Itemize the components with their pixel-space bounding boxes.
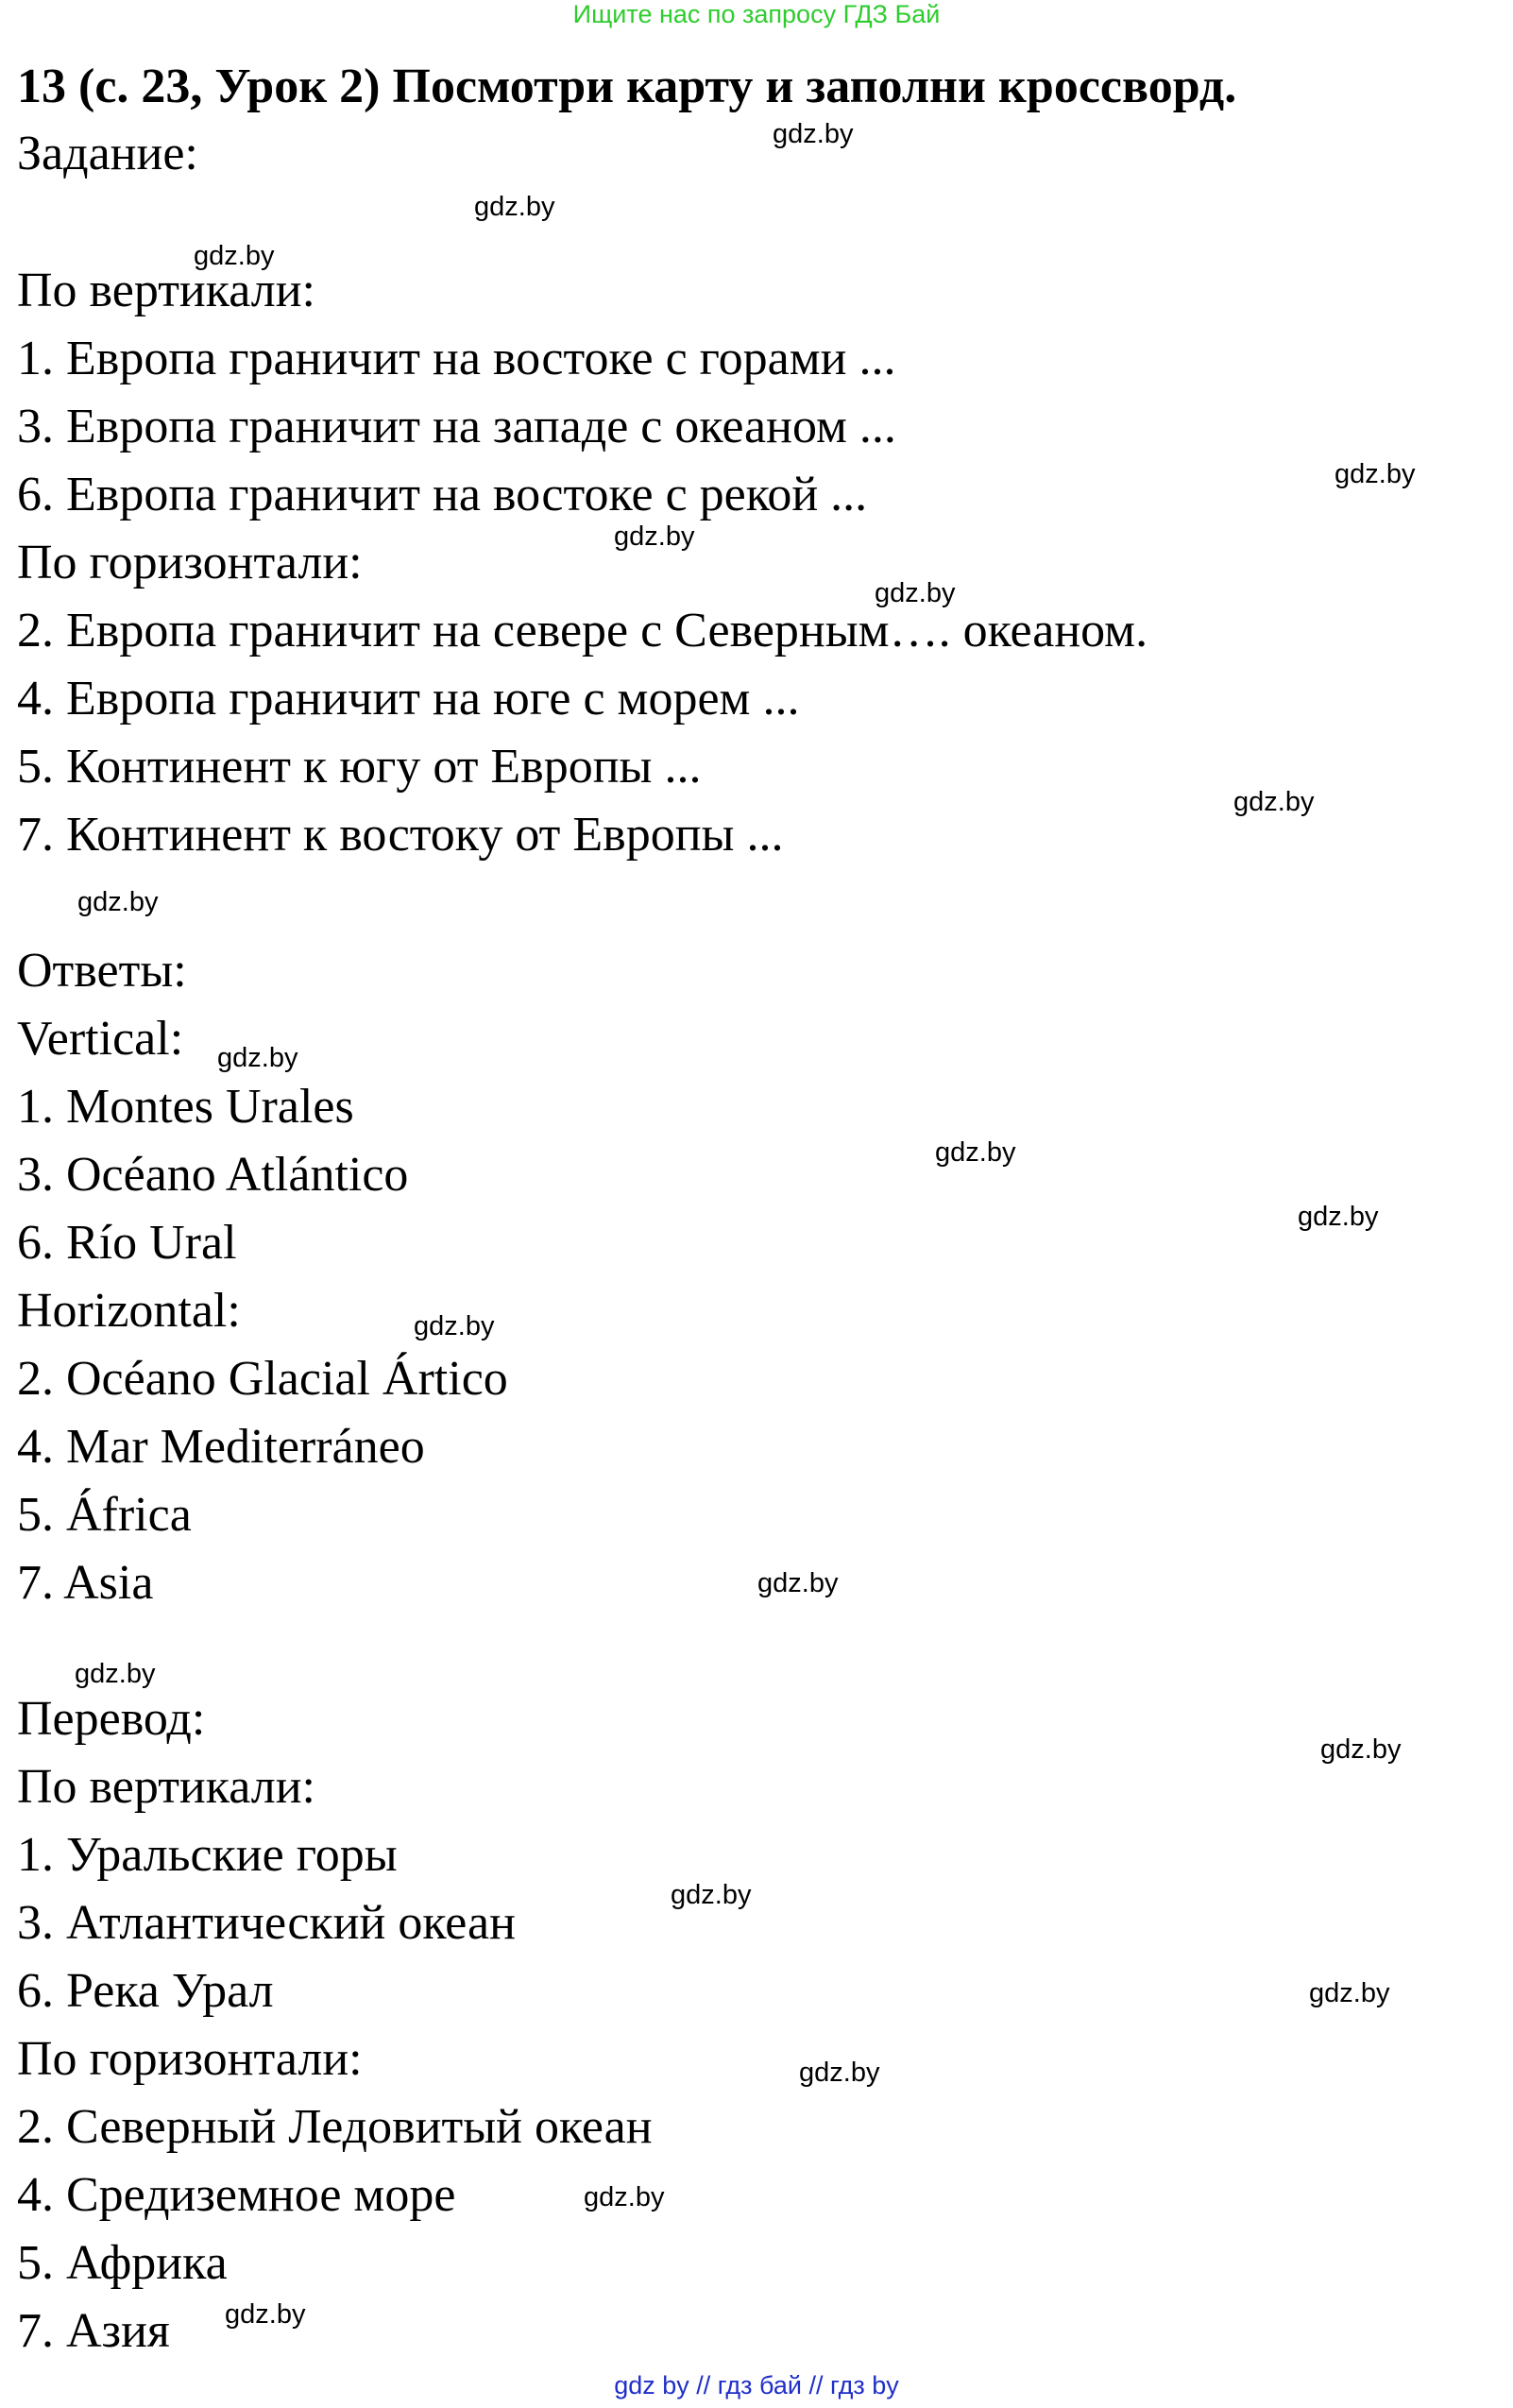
watermark: gdz.by [75, 1659, 156, 1689]
task-vertical-label: По вертикали: [17, 264, 315, 317]
watermark: gdz.by [1320, 1734, 1402, 1765]
answers-horizontal-label: Horizontal: [17, 1284, 241, 1338]
task-vertical-item: 3. Европа граничит на западе с океаном ... [17, 400, 896, 453]
translation-horizontal-label: По горизонтали: [17, 2032, 363, 2086]
watermark: gdz.by [225, 2299, 306, 2330]
watermark: gdz.by [217, 1043, 298, 1073]
watermark: gdz.by [1233, 787, 1315, 817]
translation-vertical-label: По вертикали: [17, 1760, 315, 1814]
translation-vertical-item: 6. Река Урал [17, 1964, 274, 2018]
watermark: gdz.by [799, 2058, 880, 2088]
page-title: 13 (с. 23, Урок 2) Посмотри карту и заполни кроссворд. [17, 60, 1237, 113]
task-horizontal-label: По горизонтали: [17, 536, 363, 589]
watermark: gdz.by [194, 241, 275, 271]
answers-vertical-item: 3. Océano Atlántico [17, 1148, 409, 1202]
watermark: gdz.by [77, 887, 159, 917]
task-vertical-item: 6. Европа граничит на востоке с рекой ... [17, 468, 868, 521]
answers-label: Ответы: [17, 944, 187, 998]
answers-vertical-item: 6. Río Ural [17, 1216, 237, 1270]
task-horizontal-item: 4. Европа граничит на юге с морем ... [17, 672, 800, 726]
translation-horizontal-item: 4. Средиземное море [17, 2168, 456, 2222]
translation-vertical-item: 3. Атлантический океан [17, 1896, 516, 1950]
watermark: gdz.by [671, 1880, 752, 1910]
task-horizontal-item: 7. Континент к востоку от Европы ... [17, 808, 784, 862]
watermark: gdz.by [935, 1137, 1016, 1168]
task-vertical-item: 1. Европа граничит на востоке с горами ... [17, 332, 896, 385]
translation-label: Перевод: [17, 1692, 206, 1746]
watermark: gdz.by [584, 2182, 665, 2212]
watermark: gdz.by [474, 192, 555, 222]
translation-horizontal-item: 2. Северный Ледовитый океан [17, 2100, 653, 2154]
watermark: gdz.by [1309, 1978, 1390, 2008]
translation-horizontal-item: 7. Азия [17, 2304, 170, 2358]
watermark: gdz.by [875, 578, 956, 608]
top-banner: Ищите нас по запросу ГДЗ Бай [572, 0, 941, 28]
task-horizontal-item: 2. Европа граничит на севере с Северным…. океаном. [17, 604, 1148, 658]
task-horizontal-item: 5. Континент к югу от Европы ... [17, 740, 702, 794]
watermark: gdz.by [414, 1311, 495, 1341]
translation-vertical-item: 1. Уральские горы [17, 1828, 398, 1882]
answers-vertical-label: Vertical: [17, 1012, 184, 1066]
watermark: gdz.by [773, 119, 854, 149]
watermark: gdz.by [1298, 1202, 1379, 1232]
answers-horizontal-item: 5. África [17, 1488, 192, 1542]
watermark: gdz.by [757, 1568, 839, 1598]
task-label: Задание: [17, 127, 198, 180]
answers-horizontal-item: 2. Océano Glacial Ártico [17, 1352, 508, 1406]
answers-horizontal-item: 4. Mar Mediterráneo [17, 1420, 425, 1474]
answers-vertical-item: 1. Montes Urales [17, 1080, 354, 1134]
footer-links: gdz by // гдз бай // гдз by [614, 2371, 899, 2399]
answers-horizontal-item: 7. Asia [17, 1556, 154, 1610]
translation-horizontal-item: 5. Африка [17, 2236, 228, 2290]
watermark: gdz.by [1334, 459, 1416, 489]
watermark: gdz.by [614, 521, 695, 552]
